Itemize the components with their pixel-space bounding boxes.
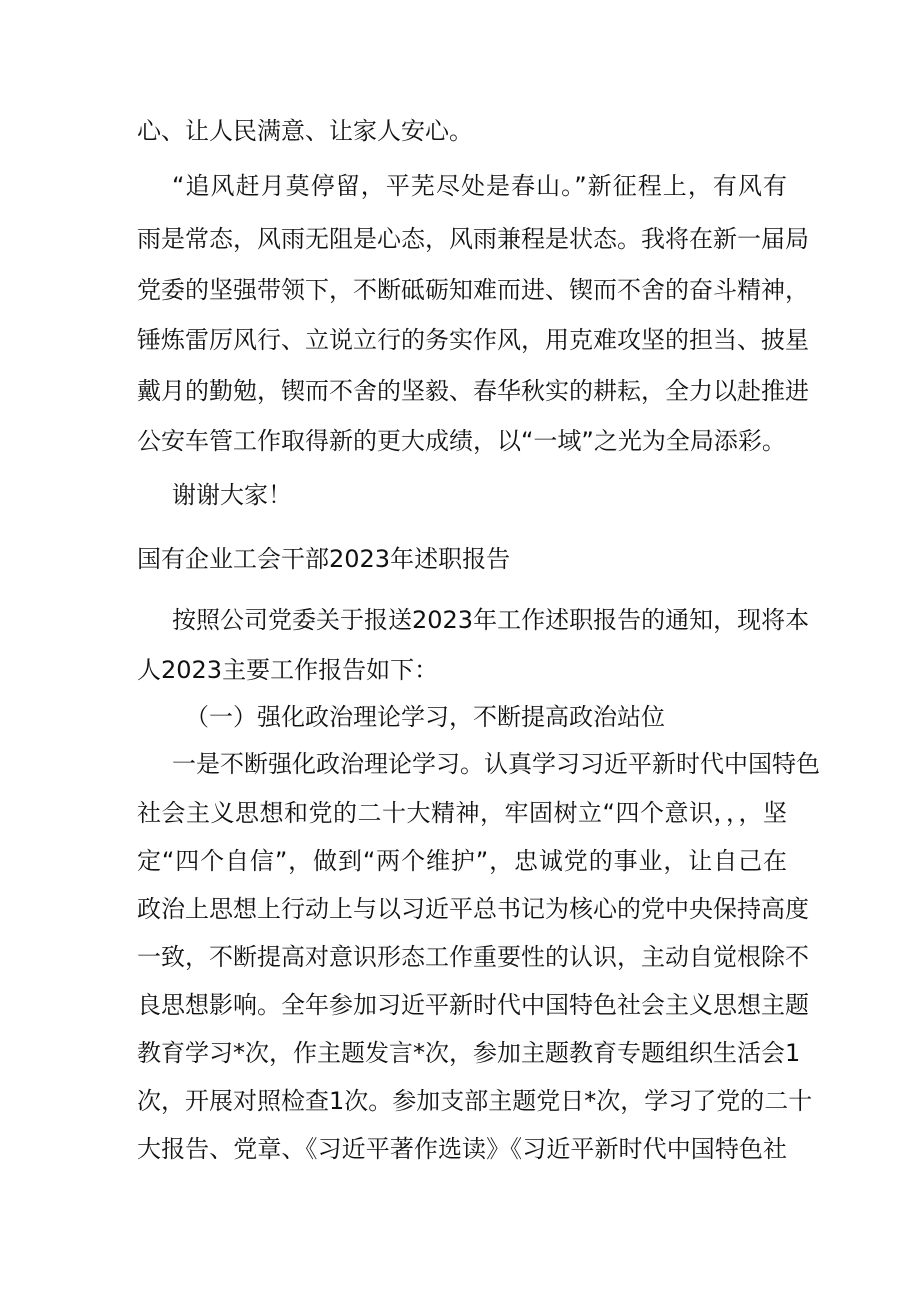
- paragraph-line: 雨是常态，风雨无阻是心态，风雨兼程是状态。我将在新一届局: [137, 225, 809, 253]
- closing-line: 谢谢大家！: [172, 481, 292, 509]
- paragraph-line: 社会主义思想和党的二十大精神，牢固树立“四个意识，，，坚: [137, 799, 787, 827]
- paragraph-line: 一是不断强化政治理论学习。认真学习习近平新时代中国特色: [172, 750, 820, 778]
- paragraph-line: 一致，不断提高对意识形态工作重要性的认识，主动自觉根除不: [137, 943, 809, 971]
- paragraph-line: 定“四个自信”，做到“两个维护”，忠诚党的事业，让自己在: [137, 847, 787, 875]
- subheading: （一）强化政治理论学习，不断提高政治站位: [185, 703, 665, 731]
- paragraph-line: “追风赶月莫停留，平芜尽处是春山。”新征程上，有风有: [172, 172, 787, 200]
- paragraph-line: 党委的坚强带领下，不断砥砺知难而进、锲而不舍的奋斗精神，: [137, 276, 809, 304]
- paragraph-line: 良思想影响。全年参加习近平新时代中国特色社会主义思想主题: [137, 991, 809, 1019]
- paragraph-line: 锤炼雷厉风行、立说立行的务实作风，用克难攻坚的担当、披星: [137, 326, 809, 354]
- paragraph-line: 按照公司党委关于报送2023年工作述职报告的通知，现将本: [172, 606, 810, 634]
- paragraph-line: 大报告、党章、《习近平著作选读》《习近平新时代中国特色社: [137, 1135, 787, 1163]
- paragraph-line: 公安车管工作取得新的更大成绩，以“一域”之光为全局添彩。: [137, 427, 786, 455]
- paragraph-line: 次，开展对照检查1次。参加支部主题党日*次，学习了党的二十: [137, 1087, 813, 1115]
- section-title: 国有企业工会干部2023年述职报告: [137, 545, 511, 573]
- paragraph-line: 教育学习*次，作主题发言*次，参加主题教育专题组织生活会1: [137, 1039, 801, 1067]
- paragraph-line: 人2023主要工作报告如下：: [137, 656, 439, 684]
- paragraph-line: 戴月的勤勉，锲而不舍的坚毅、春华秋实的耕耘，全力以赴推进: [137, 377, 809, 405]
- paragraph-line: 政治上思想上行动上与以习近平总书记为核心的党中央保持高度: [137, 895, 809, 923]
- paragraph-line: 心、让人民满意、让家人安心。: [137, 117, 473, 145]
